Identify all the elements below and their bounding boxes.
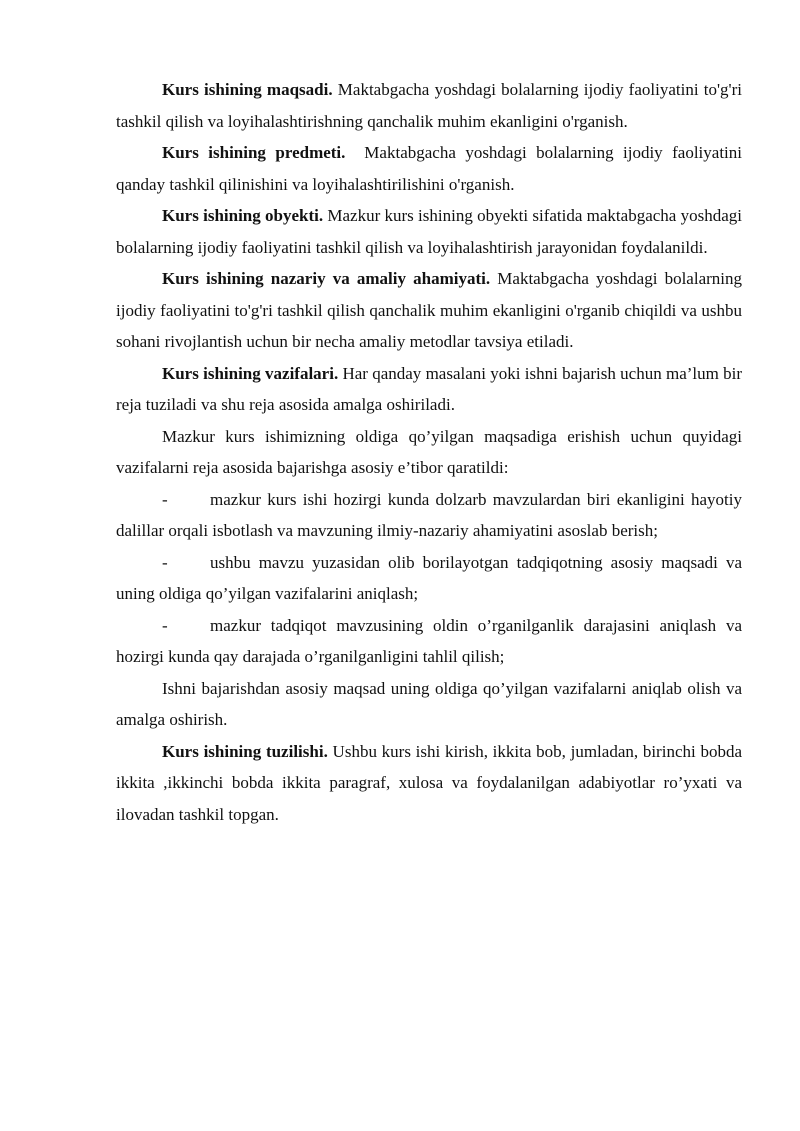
heading-predmeti: Kurs ishining predmeti. bbox=[162, 143, 346, 162]
heading-vazifalari: Kurs ishining vazifalari. bbox=[162, 363, 339, 383]
paragraph-maqsadi bbox=[116, 74, 742, 137]
text-ahamiyati: Maktabgacha yoshdagi bolalarning ijodiy faoliyatini to'g'ri tashkil qilish qanchalik muhim ekanligini o'rganib chiqildi va ushbu sohani rivojlantish uchun bir necha amaliy metodlar tavsiya etiladi. bbox=[116, 269, 742, 351]
dash-marker: - bbox=[162, 552, 168, 572]
paragraph-vazifalari bbox=[116, 358, 742, 421]
paragraph-intro: Mazkur kurs ishimizning oldiga qo’yilgan maqsadiga erishish uchun quyidagi vazifalarni reja asosida bajarishga asosiy e’tibor qaratildi: bbox=[116, 426, 742, 477]
list-item-text: mazkur kurs ishi hozirgi kunda dolzarb mavzulardan biri ekanligini hayotiy dalillar orqali isbotlash va mavzuning ilmiy-nazariy ahamiyatini asoslab berish; bbox=[116, 489, 742, 540]
list-item-text: ushbu mavzu yuzasidan olib borilayotgan tadqiqotning asosiy maqsadi va uning oldiga qo’yilgan vazifalarini aniqlash; bbox=[116, 552, 742, 603]
dash-marker: - bbox=[162, 615, 168, 635]
text-vazifalari: Har qanday masalani yoki ishni bajarish uchun ma’lum bir reja tuziladi va shu reja asosida amalga oshiriladi. bbox=[116, 363, 742, 414]
list-item bbox=[116, 484, 742, 547]
paragraph-obyekti bbox=[116, 200, 742, 263]
heading-ahamiyati: Kurs ishining nazariy va amaliy ahamiyati. bbox=[162, 269, 491, 288]
paragraph-predmeti bbox=[116, 137, 747, 200]
text-predmeti: Maktabgacha yoshdagi bolalarning ijodiy faoliyatini qanday tashkil qilinishini va loyihalashtirilishini o'rganish. bbox=[116, 143, 747, 194]
text-maqsadi: Maktabgacha yoshdagi bolalarning ijodiy faoliyatini to'g'ri tashkil qilish va loyihalashtirishning qanchalik muhim ekanligini o'rganish. bbox=[116, 80, 742, 131]
heading-tuzilishi: Kurs ishining tuzilishi. bbox=[162, 741, 328, 761]
dash-marker: - bbox=[162, 489, 168, 509]
text-obyekti: Mazkur kurs ishining obyekti sifatida maktabgacha yoshdagi bolalarning ijodiy faoliyatini tashkil qilish va loyihalashtirish jarayonidan foydalanildi. bbox=[116, 206, 742, 257]
text-tuzilishi: Ushbu kurs ishi kirish, ikkita bob, jumladan, birinchi bobda ikkita ,ikkinchi bobda ikkita paragraf, xulosa va foydalanilgan adabiyotlar ro’yxati va ilovadan tashkil topgan. bbox=[116, 741, 742, 824]
paragraph-closing: Ishni bajarishdan asosiy maqsad uning oldiga qo’yilgan vazifalarni aniqlab olish va amalga oshirish. bbox=[116, 678, 742, 729]
list-item-text: mazkur tadqiqot mavzusining oldin o’rganilganlik darajasini aniqlash va hozirgi kunda qay darajada o’rganilganligini tahlil qilish; bbox=[116, 615, 742, 666]
list-item bbox=[116, 547, 742, 610]
list-item bbox=[116, 610, 742, 673]
paragraph-tuzilishi bbox=[116, 736, 742, 831]
paragraph-ahamiyati bbox=[116, 263, 742, 358]
heading-obyekti: Kurs ishining obyekti. bbox=[162, 206, 324, 225]
document-page bbox=[116, 74, 747, 830]
heading-maqsadi: Kurs ishining maqsadi. bbox=[162, 80, 333, 99]
